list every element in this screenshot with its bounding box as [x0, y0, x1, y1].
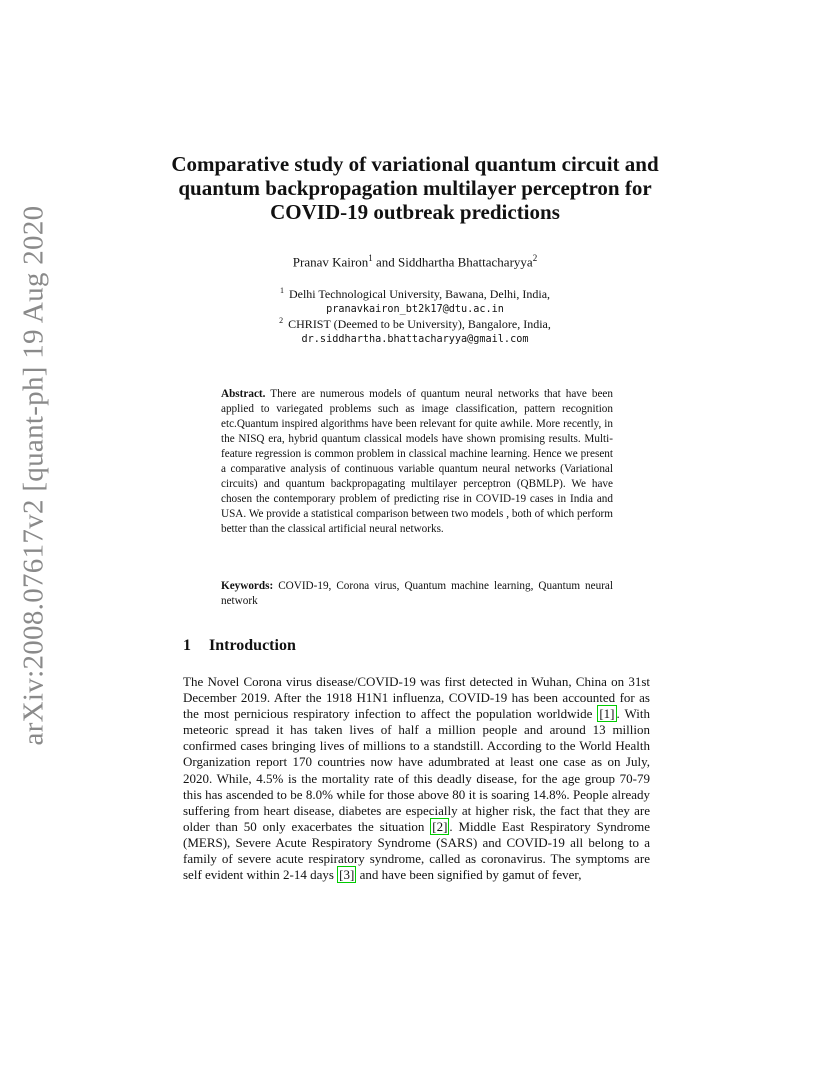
- abstract-label: Abstract.: [221, 388, 266, 400]
- author-line: [160, 253, 670, 270]
- author-2: Siddhartha Bhattacharyya: [398, 254, 533, 270]
- author-2-affiliation-mark: 2: [532, 253, 538, 263]
- abstract: [221, 387, 613, 537]
- intro-text-3: . Middle East Respiratory Syndrome (MERS), Severe Acute Respiratory Syndrome (SARS) and COVID-19 all belong to a family of severe acute respiratory syndrome, called as coronavirus. The symptoms are self evident within 2-14 days: [183, 818, 650, 883]
- affiliation-2-mark: 2: [279, 316, 284, 325]
- affiliation-1: [160, 283, 670, 317]
- intro-text-1: The Novel Corona virus disease/COVID-19 was first detected in Wuhan, China on 31st December 2019. After the 1918 H1N1 influenza, COVID-19 has been accounted for as the most pernicious respiratory infection to affect the population worldwide: [183, 674, 650, 722]
- abstract-text: There are numerous models of quantum neural networks that have been applied to variegated problems such as image classification, pattern recognition etc.Quantum inspired algorithms have been relevant for quite awhile. More recently, in the NISQ era, hybrid quantum classical models have shown promising results. Multi-feature regression is common problem in classical machine learning. Hence we present a comparative analysis of continuous variable quantum neural networks (Variational circuits) and quantum backpropagating multilayer perceptron (QBMLP). We have chosen the contemporary problem of predicting rise in COVID-19 cases in India and USA. We provide a statistical comparison between two models , both of which perform better than the classical artificial neural networks.: [221, 388, 613, 535]
- author-1: Pranav Kairon: [292, 254, 369, 270]
- paper-title: Comparative study of variational quantum circuit and quantum backpropagation multilayer perceptron for COVID-19 outbreak predictions: [171, 152, 659, 224]
- keywords-label: Keywords:: [221, 580, 274, 592]
- citation-link-3[interactable]: [3]: [339, 867, 355, 883]
- arxiv-identifier-text: arXiv:2008.07617v2 [quant-ph] 19 Aug 2020: [17, 205, 50, 745]
- section-number: 1: [183, 637, 191, 654]
- keywords: [221, 579, 613, 609]
- affiliation-2-name: CHRIST (Deemed to be University), Bangalore, India,: [288, 317, 551, 331]
- author-connector: and: [376, 254, 395, 270]
- affiliation-1-mark: 1: [279, 286, 284, 295]
- introduction-paragraph: [183, 674, 650, 883]
- affiliation-1-name: Delhi Technological University, Bawana, Delhi, India,: [288, 287, 551, 301]
- author-1-affiliation-mark: 1: [368, 253, 373, 263]
- keywords-text: COVID-19, Corona virus, Quantum machine learning, Quantum neural network: [221, 580, 614, 607]
- citation-link-1[interactable]: [1]: [599, 706, 615, 722]
- intro-text-4: and have been signified by gamut of fever,: [356, 867, 582, 883]
- intro-text-2: . With meteoric spread it has taken lives of half a million people and around 13 million confirmed cases bringing lives of millions to a standstill. According to the World Health Organization report 170 countries now have adumbrated at least one case as on July, 2020. While, 4.5% is the mortality rate of this deadly disease, for the age group 70-79 this has ascended to be 8.0% while for those above 80 it is soaring 14.8%. People already suffering from heart disease, diabetes are especially at higher risk, the fact that they are older than 50 only exacerbates the situation: [183, 706, 650, 834]
- section-heading: [183, 637, 296, 655]
- affiliation-2: [160, 313, 670, 347]
- section-title: Introduction: [209, 637, 296, 654]
- citation-link-2[interactable]: [2]: [432, 818, 448, 834]
- affiliation-2-email[interactable]: dr.siddhartha.bhattacharyya@gmail.com: [301, 334, 529, 345]
- affiliation-1-email[interactable]: pranavkairon_bt2k17@dtu.ac.in: [326, 304, 504, 315]
- arxiv-identifier-stamp: [6, 205, 62, 745]
